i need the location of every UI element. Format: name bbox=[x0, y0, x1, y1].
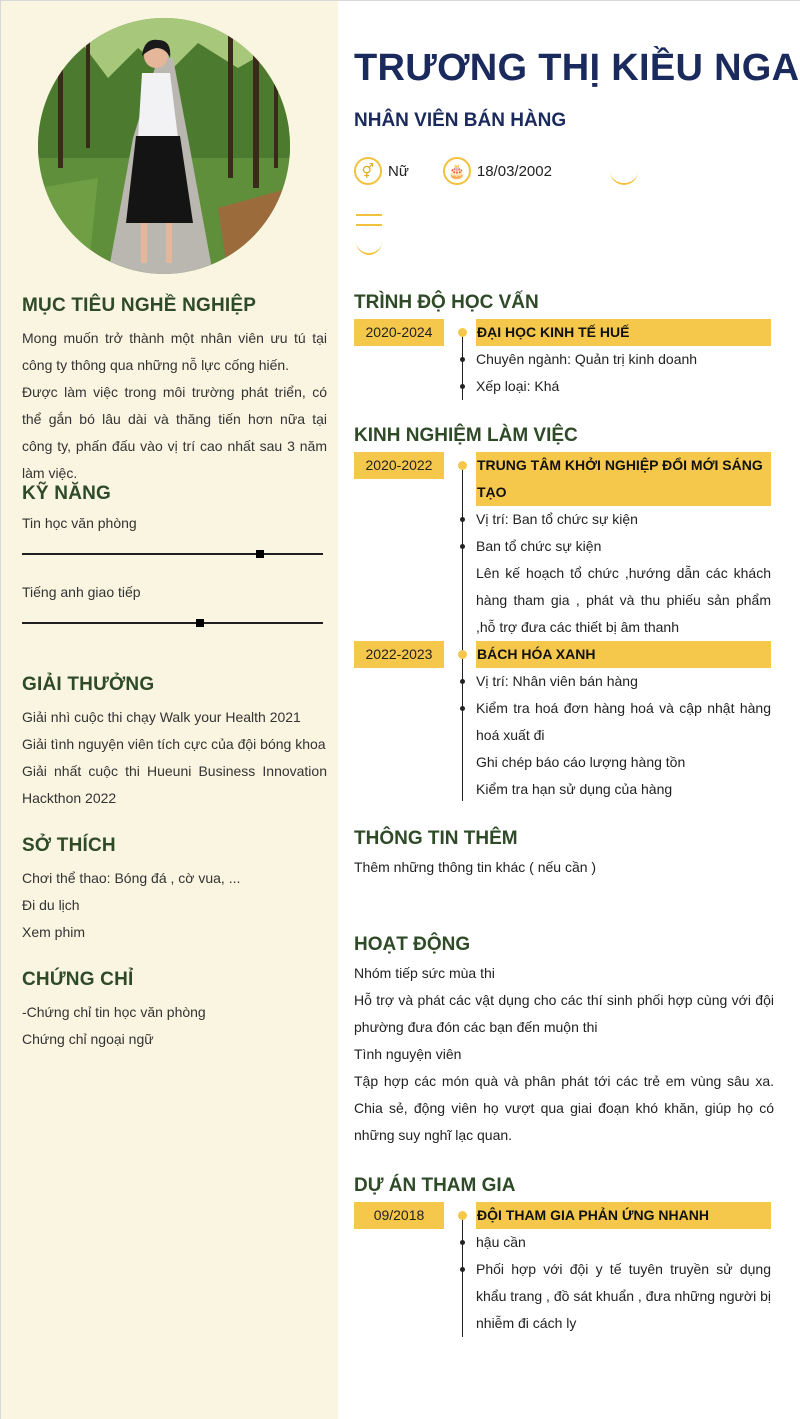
objective-heading: MỤC TIÊU NGHỀ NGHIỆP bbox=[22, 295, 257, 316]
gender-value: Nữ bbox=[388, 162, 409, 180]
certificate-item: -Chứng chỉ tin học văn phòng bbox=[22, 1004, 206, 1020]
skill-label: Tiếng anh giao tiếp bbox=[22, 584, 141, 600]
skill-item bbox=[22, 582, 327, 651]
certificates-section bbox=[22, 969, 327, 1053]
experience-detail: Ghi chép báo cáo lượng hàng tồn bbox=[476, 754, 686, 770]
education-heading: TRÌNH ĐỘ HỌC VẤN bbox=[354, 292, 539, 313]
experience-company: TRUNG TÂM KHỞI NGHIỆP ĐỔI MỚI SÁNG TẠO bbox=[476, 452, 771, 506]
education-timeline bbox=[354, 319, 771, 403]
timeline-bullet bbox=[460, 357, 465, 362]
skill-label: Tin học văn phòng bbox=[22, 515, 137, 531]
timeline-bullet bbox=[460, 706, 465, 711]
experience-detail: Vị trí: Ban tổ chức sự kiện bbox=[476, 511, 638, 527]
profile-photo bbox=[38, 18, 290, 274]
gender-info bbox=[354, 157, 409, 185]
experience-date: 2020-2022 bbox=[354, 452, 444, 479]
award-item: Giải nhì cuộc thi chạy Walk your Health 2021 bbox=[22, 709, 301, 725]
birthday-info bbox=[443, 157, 552, 185]
experience-detail: Kiểm tra hoá đơn hàng hoá và cập nhật hàng hoá xuất đi bbox=[476, 700, 771, 743]
hobbies-section bbox=[22, 835, 327, 946]
activities-list bbox=[354, 960, 774, 1149]
objective-text-2: Được làm việc trong môi trường phát triển, có thể gắn bó lâu dài và thăng tiến hơn nữa tại công ty, phấn đấu vào vị trí cao nhất sau 3 năm làm việc. bbox=[22, 384, 327, 481]
project-detail: hậu cần bbox=[476, 1234, 526, 1250]
skills-section bbox=[22, 483, 327, 651]
birthday-value: 18/03/2002 bbox=[476, 162, 552, 180]
awards-heading: GIẢI THƯỞNG bbox=[22, 674, 155, 695]
skills-heading: KỸ NĂNG bbox=[22, 483, 112, 504]
skill-bar bbox=[22, 553, 323, 555]
timeline-bullet bbox=[460, 384, 465, 389]
experience-detail: Ban tổ chức sự kiện bbox=[476, 538, 602, 554]
activity-line: Hỗ trợ và phát các vật dụng cho các thí sinh phối hợp cùng với đội phường đưa đón các bạn đến muộn thi bbox=[354, 992, 774, 1035]
activity-line: Tập hợp các món quà và phân phát tới các trẻ em vùng sâu xa. Chia sẻ, động viên họ vượt qua giai đoạn khó khăn, giúp họ có những suy nghĩ lạc quan. bbox=[354, 1073, 774, 1143]
gender-icon: ⚥ bbox=[354, 157, 382, 185]
skill-level-marker bbox=[256, 550, 264, 558]
decorative-arc-icon bbox=[610, 157, 638, 185]
hobby-item: Đi du lịch bbox=[22, 897, 80, 913]
experience-date: 2022-2023 bbox=[354, 641, 444, 668]
objective-section bbox=[22, 295, 327, 487]
timeline-bullet bbox=[460, 1267, 465, 1272]
project-title: ĐỘI THAM GIA PHẢN ỨNG NHANH bbox=[476, 1202, 771, 1229]
timeline-line bbox=[462, 465, 463, 801]
timeline-dot bbox=[458, 650, 467, 659]
candidate-name: TRƯƠNG THỊ KIỀU NGA bbox=[354, 47, 800, 89]
education-school: ĐẠI HỌC KINH TẾ HUẾ bbox=[476, 319, 771, 346]
candidate-position: NHÂN VIÊN BÁN HÀNG bbox=[354, 110, 567, 131]
cake-icon: 🎂 bbox=[443, 157, 471, 185]
experience-detail: Kiểm tra hạn sử dụng của hàng bbox=[476, 781, 673, 797]
certificates-heading: CHỨNG CHỈ bbox=[22, 969, 134, 990]
activity-line: Tình nguyện viên bbox=[354, 1046, 462, 1062]
sidebar bbox=[1, 1, 338, 1419]
activities-heading: HOẠT ĐỘNG bbox=[354, 934, 471, 955]
experience-detail: Lên kế hoạch tổ chức ,hướng dẫn các khách hàng tham gia , phát và thu phiếu sản phẩm ,hỗ trợ đưa các thiết bị âm thanh bbox=[476, 565, 771, 635]
experience-company: BÁCH HÓA XANH bbox=[476, 641, 771, 668]
awards-section bbox=[22, 674, 327, 812]
decorative-arc-icon bbox=[356, 227, 382, 255]
timeline-bullet bbox=[460, 517, 465, 522]
project-date: 09/2018 bbox=[354, 1202, 444, 1229]
award-item: Giải nhất cuộc thi Hueuni Business Innovation Hackthon 2022 bbox=[22, 763, 327, 806]
hobby-item: Xem phim bbox=[22, 924, 86, 940]
extra-info-text: Thêm những thông tin khác ( nếu cần ) bbox=[354, 859, 597, 875]
skill-level-marker bbox=[196, 619, 204, 627]
decorative-divider-icon bbox=[356, 214, 382, 226]
timeline-line bbox=[462, 332, 463, 400]
projects-heading: DỰ ÁN THAM GIA bbox=[354, 1175, 516, 1196]
timeline-bullet bbox=[460, 679, 465, 684]
timeline-dot bbox=[458, 328, 467, 337]
award-item: Giải tình nguyện viên tích cực của đội bóng khoa bbox=[22, 736, 326, 752]
projects-timeline bbox=[354, 1202, 771, 1340]
personal-info-row bbox=[354, 157, 586, 185]
main-content bbox=[338, 1, 800, 1419]
education-detail: Chuyên ngành: Quản trị kinh doanh bbox=[476, 351, 698, 367]
certificate-item: Chứng chỉ ngoại ngữ bbox=[22, 1031, 154, 1047]
education-date: 2020-2024 bbox=[354, 319, 444, 346]
education-detail: Xếp loại: Khá bbox=[476, 378, 560, 394]
hobby-item: Chơi thể thao: Bóng đá , cờ vua, ... bbox=[22, 870, 241, 886]
timeline-bullet bbox=[460, 1240, 465, 1245]
project-detail: Phối hợp với đội y tế tuyên truyền sử dụng khẩu trang , đồ sát khuẩn , đưa những người bị nhiễm đi cách ly bbox=[476, 1261, 771, 1331]
timeline-dot bbox=[458, 1211, 467, 1220]
extra-info-heading: THÔNG TIN THÊM bbox=[354, 828, 518, 849]
hobbies-heading: SỞ THÍCH bbox=[22, 835, 116, 856]
timeline-line bbox=[462, 1215, 463, 1337]
skill-item bbox=[22, 513, 327, 582]
timeline-bullet bbox=[460, 544, 465, 549]
timeline-dot bbox=[458, 461, 467, 470]
experience-detail: Vị trí: Nhân viên bán hàng bbox=[476, 673, 638, 689]
activity-line: Nhóm tiếp sức mùa thi bbox=[354, 965, 495, 981]
experience-heading: KINH NGHIỆM LÀM VIỆC bbox=[354, 425, 578, 446]
experience-timeline bbox=[354, 452, 771, 804]
objective-text-1: Mong muốn trở thành một nhân viên ưu tú tại công ty thông qua những nỗ lực cống hiến. bbox=[22, 330, 327, 373]
skill-bar bbox=[22, 622, 323, 624]
